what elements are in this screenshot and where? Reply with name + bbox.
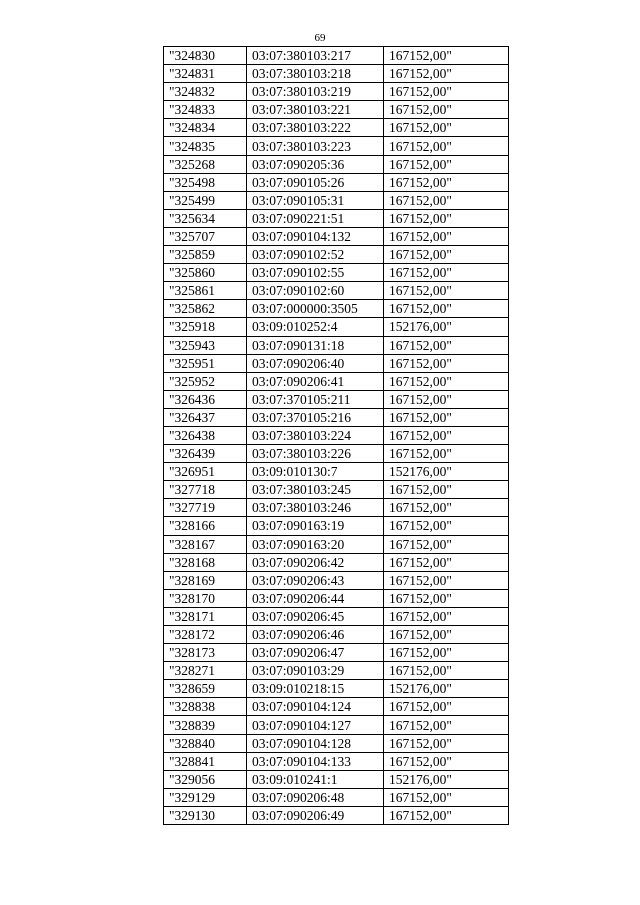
cadastral-number-cell: 03:07:090102:60	[247, 282, 384, 300]
amount-cell: 167152,00"	[384, 499, 509, 517]
amount-cell: 167152,00"	[384, 626, 509, 644]
table-row	[164, 47, 509, 65]
amount-cell: 167152,00"	[384, 607, 509, 625]
table-row	[164, 408, 509, 426]
amount-cell: 167152,00"	[384, 137, 509, 155]
record-number-cell: "327719	[164, 499, 247, 517]
amount-cell: 167152,00"	[384, 65, 509, 83]
record-number-cell: "326951	[164, 463, 247, 481]
cadastral-number-cell: 03:07:090206:47	[247, 644, 384, 662]
cadastral-number-cell: 03:07:090163:19	[247, 517, 384, 535]
table-row	[164, 300, 509, 318]
record-number-cell: "325499	[164, 191, 247, 209]
amount-cell: 167152,00"	[384, 553, 509, 571]
record-number-cell: "325860	[164, 264, 247, 282]
amount-cell: 167152,00"	[384, 300, 509, 318]
table-row	[164, 589, 509, 607]
amount-cell: 152176,00"	[384, 770, 509, 788]
amount-cell: 167152,00"	[384, 517, 509, 535]
cadastral-number-cell: 03:07:090221:51	[247, 209, 384, 227]
table-row	[164, 716, 509, 734]
record-number-cell: "328839	[164, 716, 247, 734]
record-number-cell: "326437	[164, 408, 247, 426]
amount-cell: 152176,00"	[384, 680, 509, 698]
amount-cell: 167152,00"	[384, 227, 509, 245]
record-number-cell: "325268	[164, 155, 247, 173]
amount-cell: 167152,00"	[384, 83, 509, 101]
record-number-cell: "328838	[164, 698, 247, 716]
record-number-cell: "328168	[164, 553, 247, 571]
table-row	[164, 680, 509, 698]
record-number-cell: "328271	[164, 662, 247, 680]
table-row	[164, 698, 509, 716]
cadastral-number-cell: 03:07:370105:211	[247, 390, 384, 408]
amount-cell: 167152,00"	[384, 101, 509, 119]
cadastral-number-cell: 03:07:380103:226	[247, 445, 384, 463]
cadastral-number-cell: 03:09:010241:1	[247, 770, 384, 788]
amount-cell: 167152,00"	[384, 806, 509, 824]
record-number-cell: "328173	[164, 644, 247, 662]
record-number-cell: "329129	[164, 788, 247, 806]
cadastral-number-cell: 03:07:370105:216	[247, 408, 384, 426]
table-row	[164, 571, 509, 589]
amount-cell: 167152,00"	[384, 426, 509, 444]
table-row	[164, 445, 509, 463]
record-number-cell: "325951	[164, 354, 247, 372]
cadastral-number-cell: 03:07:090163:20	[247, 535, 384, 553]
record-number-cell: "324835	[164, 137, 247, 155]
table-row	[164, 770, 509, 788]
amount-cell: 167152,00"	[384, 209, 509, 227]
cadastral-number-cell: 03:07:380103:219	[247, 83, 384, 101]
amount-cell: 167152,00"	[384, 408, 509, 426]
amount-cell: 167152,00"	[384, 589, 509, 607]
record-number-cell: "324832	[164, 83, 247, 101]
amount-cell: 167152,00"	[384, 571, 509, 589]
data-table	[163, 46, 509, 825]
record-number-cell: "328659	[164, 680, 247, 698]
cadastral-number-cell: 03:07:090206:44	[247, 589, 384, 607]
table-row	[164, 607, 509, 625]
record-number-cell: "325952	[164, 372, 247, 390]
table-row	[164, 336, 509, 354]
record-number-cell: "324831	[164, 65, 247, 83]
amount-cell: 152176,00"	[384, 463, 509, 481]
cadastral-number-cell: 03:09:010218:15	[247, 680, 384, 698]
amount-cell: 167152,00"	[384, 264, 509, 282]
table-row	[164, 354, 509, 372]
record-number-cell: "325498	[164, 173, 247, 191]
cadastral-number-cell: 03:07:380103:221	[247, 101, 384, 119]
table-row	[164, 137, 509, 155]
cadastral-number-cell: 03:07:090206:40	[247, 354, 384, 372]
table-row	[164, 155, 509, 173]
table-row	[164, 426, 509, 444]
record-number-cell: "324833	[164, 101, 247, 119]
cadastral-number-cell: 03:07:090206:41	[247, 372, 384, 390]
table-row	[164, 553, 509, 571]
amount-cell: 167152,00"	[384, 535, 509, 553]
record-number-cell: "325943	[164, 336, 247, 354]
cadastral-number-cell: 03:07:090102:52	[247, 246, 384, 264]
record-number-cell: "325634	[164, 209, 247, 227]
cadastral-number-cell: 03:07:090206:49	[247, 806, 384, 824]
table-row	[164, 626, 509, 644]
table-row	[164, 481, 509, 499]
table-row	[164, 209, 509, 227]
amount-cell: 167152,00"	[384, 119, 509, 137]
record-number-cell: "329130	[164, 806, 247, 824]
cadastral-number-cell: 03:07:090104:128	[247, 734, 384, 752]
cadastral-number-cell: 03:07:090104:132	[247, 227, 384, 245]
amount-cell: 167152,00"	[384, 481, 509, 499]
amount-cell: 167152,00"	[384, 734, 509, 752]
cadastral-number-cell: 03:07:090131:18	[247, 336, 384, 354]
cadastral-number-cell: 03:09:010252:4	[247, 318, 384, 336]
table-row	[164, 65, 509, 83]
table-row	[164, 282, 509, 300]
record-number-cell: "325707	[164, 227, 247, 245]
amount-cell: 167152,00"	[384, 155, 509, 173]
record-number-cell: "325918	[164, 318, 247, 336]
cadastral-number-cell: 03:07:090206:45	[247, 607, 384, 625]
record-number-cell: "326436	[164, 390, 247, 408]
table-row	[164, 372, 509, 390]
cadastral-number-cell: 03:07:380103:217	[247, 47, 384, 65]
table-body	[164, 47, 509, 825]
cadastral-number-cell: 03:07:380103:222	[247, 119, 384, 137]
cadastral-number-cell: 03:07:380103:223	[247, 137, 384, 155]
amount-cell: 167152,00"	[384, 390, 509, 408]
cadastral-number-cell: 03:07:090105:26	[247, 173, 384, 191]
table-row	[164, 734, 509, 752]
table-row	[164, 173, 509, 191]
cadastral-number-cell: 03:07:090206:48	[247, 788, 384, 806]
amount-cell: 152176,00"	[384, 318, 509, 336]
record-number-cell: "325859	[164, 246, 247, 264]
cadastral-number-cell: 03:07:000000:3505	[247, 300, 384, 318]
cadastral-number-cell: 03:07:090104:127	[247, 716, 384, 734]
amount-cell: 167152,00"	[384, 47, 509, 65]
record-number-cell: "326438	[164, 426, 247, 444]
table-row	[164, 227, 509, 245]
record-number-cell: "326439	[164, 445, 247, 463]
amount-cell: 167152,00"	[384, 662, 509, 680]
cadastral-number-cell: 03:07:090205:36	[247, 155, 384, 173]
record-number-cell: "328171	[164, 607, 247, 625]
table-row	[164, 517, 509, 535]
cadastral-number-cell: 03:07:090102:55	[247, 264, 384, 282]
table-row	[164, 246, 509, 264]
amount-cell: 167152,00"	[384, 173, 509, 191]
table-row	[164, 83, 509, 101]
record-number-cell: "328167	[164, 535, 247, 553]
table-row	[164, 318, 509, 336]
amount-cell: 167152,00"	[384, 336, 509, 354]
amount-cell: 167152,00"	[384, 788, 509, 806]
table-row	[164, 264, 509, 282]
amount-cell: 167152,00"	[384, 644, 509, 662]
cadastral-number-cell: 03:07:380103:246	[247, 499, 384, 517]
amount-cell: 167152,00"	[384, 716, 509, 734]
record-number-cell: "325861	[164, 282, 247, 300]
table-row	[164, 119, 509, 137]
record-number-cell: "324834	[164, 119, 247, 137]
page-number: 69	[314, 32, 326, 44]
record-number-cell: "324830	[164, 47, 247, 65]
record-number-cell: "328840	[164, 734, 247, 752]
table-row	[164, 806, 509, 824]
cadastral-number-cell: 03:09:010130:7	[247, 463, 384, 481]
amount-cell: 167152,00"	[384, 752, 509, 770]
cadastral-number-cell: 03:07:090104:133	[247, 752, 384, 770]
table-row	[164, 662, 509, 680]
cadastral-number-cell: 03:07:090206:46	[247, 626, 384, 644]
amount-cell: 167152,00"	[384, 698, 509, 716]
cadastral-number-cell: 03:07:380103:224	[247, 426, 384, 444]
amount-cell: 167152,00"	[384, 282, 509, 300]
table-row	[164, 499, 509, 517]
record-number-cell: "328170	[164, 589, 247, 607]
record-number-cell: "329056	[164, 770, 247, 788]
table-row	[164, 752, 509, 770]
amount-cell: 167152,00"	[384, 246, 509, 264]
cadastral-number-cell: 03:07:090105:31	[247, 191, 384, 209]
record-number-cell: "328169	[164, 571, 247, 589]
record-number-cell: "325862	[164, 300, 247, 318]
cadastral-number-cell: 03:07:380103:218	[247, 65, 384, 83]
table-row	[164, 101, 509, 119]
table-row	[164, 463, 509, 481]
table-row	[164, 191, 509, 209]
record-number-cell: "328841	[164, 752, 247, 770]
table-row	[164, 644, 509, 662]
cadastral-number-cell: 03:07:090206:42	[247, 553, 384, 571]
cadastral-number-cell: 03:07:380103:245	[247, 481, 384, 499]
table-row	[164, 535, 509, 553]
record-number-cell: "327718	[164, 481, 247, 499]
record-number-cell: "328172	[164, 626, 247, 644]
cadastral-number-cell: 03:07:090103:29	[247, 662, 384, 680]
cadastral-number-cell: 03:07:090206:43	[247, 571, 384, 589]
table-row	[164, 390, 509, 408]
record-number-cell: "328166	[164, 517, 247, 535]
cadastral-number-cell: 03:07:090104:124	[247, 698, 384, 716]
table-row	[164, 788, 509, 806]
amount-cell: 167152,00"	[384, 354, 509, 372]
amount-cell: 167152,00"	[384, 372, 509, 390]
amount-cell: 167152,00"	[384, 445, 509, 463]
amount-cell: 167152,00"	[384, 191, 509, 209]
